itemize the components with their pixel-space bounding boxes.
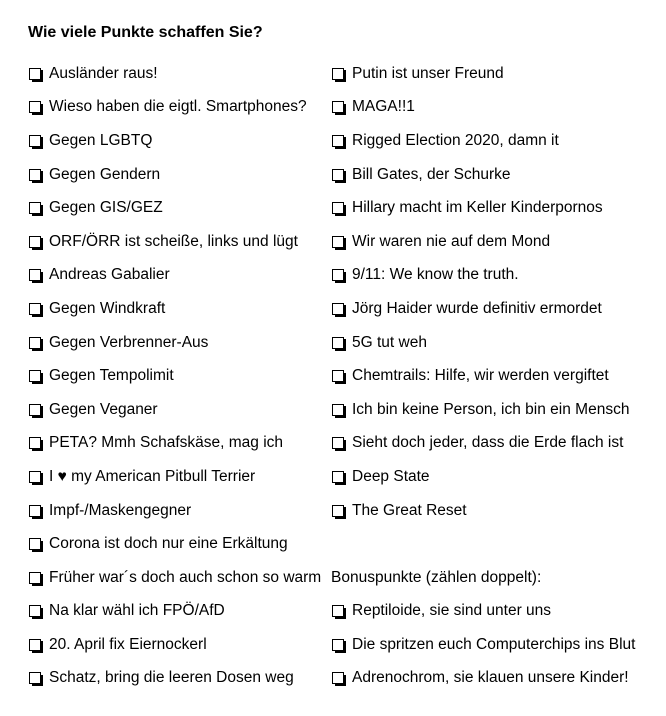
checkbox-icon[interactable] <box>29 135 41 147</box>
checklist-item-label: MAGA!!1 <box>352 98 415 116</box>
checklist-item-label: Schatz, bring die leeren Dosen weg <box>49 669 294 687</box>
checklist-item[interactable] <box>28 628 328 662</box>
checklist-item[interactable] <box>28 191 328 225</box>
checklist-item-label: 5G tut weh <box>352 333 427 351</box>
checkbox-icon[interactable] <box>332 101 344 113</box>
checklist-item[interactable] <box>28 494 328 528</box>
checklist-item-label: Adrenochrom, sie klauen unsere Kinder! <box>352 669 629 687</box>
checkbox-icon[interactable] <box>332 135 344 147</box>
checklist-item-label: Deep State <box>352 467 430 485</box>
checkbox-icon[interactable] <box>332 672 344 684</box>
checklist-item-label: Andreas Gabalier <box>49 266 170 284</box>
right-column <box>331 57 661 695</box>
checkbox-icon[interactable] <box>29 169 41 181</box>
checkbox-icon[interactable] <box>332 505 344 517</box>
checklist-item-label: Wieso haben die eigtl. Smartphones? <box>49 98 307 116</box>
checklist-item-label: Chemtrails: Hilfe, wir werden vergiftet <box>352 367 609 385</box>
checklist-item-label: Rigged Election 2020, damn it <box>352 131 559 149</box>
checklist-item-label: 9/11: We know the truth. <box>352 266 519 284</box>
checklist-item[interactable] <box>28 124 328 158</box>
checklist-item[interactable] <box>331 427 661 461</box>
checklist-item[interactable] <box>331 259 661 293</box>
checkbox-icon[interactable] <box>332 269 344 281</box>
checklist-item-label: Ich bin keine Person, ich bin ein Mensch <box>352 400 630 418</box>
checklist-item-label: Wir waren nie auf dem Mond <box>352 232 551 250</box>
checklist-item-label: PETA? Mmh Schafskäse, mag ich <box>49 434 284 452</box>
checklist-item-label: Bill Gates, der Schurke <box>352 165 511 183</box>
checklist-item[interactable] <box>331 494 661 528</box>
checklist-item[interactable] <box>331 460 661 494</box>
checkbox-icon[interactable] <box>332 370 344 382</box>
checklist-item[interactable] <box>28 527 328 561</box>
checklist-item-label: Corona ist doch nur eine Erkältung <box>49 535 288 553</box>
checkbox-icon[interactable] <box>332 236 344 248</box>
checkbox-icon[interactable] <box>29 572 41 584</box>
checklist-item[interactable] <box>331 91 661 125</box>
checkbox-icon[interactable] <box>332 202 344 214</box>
checkbox-icon[interactable] <box>29 236 41 248</box>
checkbox-icon[interactable] <box>332 437 344 449</box>
checklist-item[interactable] <box>331 292 661 326</box>
checkbox-icon[interactable] <box>29 404 41 416</box>
spacer-row <box>331 527 661 561</box>
checkbox-icon[interactable] <box>332 68 344 80</box>
checkbox-icon[interactable] <box>29 68 41 80</box>
checklist-item[interactable] <box>331 124 661 158</box>
checklist-item[interactable] <box>331 158 661 192</box>
checklist-item[interactable] <box>28 393 328 427</box>
checklist-item[interactable] <box>28 460 328 494</box>
checklist-item[interactable] <box>28 57 328 91</box>
checkbox-icon[interactable] <box>332 605 344 617</box>
checkbox-icon[interactable] <box>332 639 344 651</box>
checkbox-icon[interactable] <box>332 337 344 349</box>
checklist-item-label: Ausländer raus! <box>49 64 158 82</box>
checklist-item-label: ORF/ÖRR ist scheiße, links und lügt <box>49 232 298 250</box>
checkbox-icon[interactable] <box>29 672 41 684</box>
checklist-item-label: Gegen LGBTQ <box>49 131 153 149</box>
checklist-item[interactable] <box>28 662 328 696</box>
checkbox-icon[interactable] <box>29 269 41 281</box>
checklist-item[interactable] <box>331 225 661 259</box>
checklist-item-label: Jörg Haider wurde definitiv ermordet <box>352 299 602 317</box>
checkbox-icon[interactable] <box>29 605 41 617</box>
checklist-item[interactable] <box>28 158 328 192</box>
checklist-item[interactable] <box>28 326 328 360</box>
checklist-item[interactable] <box>28 427 328 461</box>
checklist-item[interactable] <box>28 359 328 393</box>
checklist-item-label: Früher war´s doch auch schon so warm <box>49 568 322 586</box>
checkbox-icon[interactable] <box>332 404 344 416</box>
checklist-item[interactable] <box>28 91 328 125</box>
checkbox-icon[interactable] <box>29 538 41 550</box>
checkbox-icon[interactable] <box>29 337 41 349</box>
checklist-item-label: Gegen Verbrenner-Aus <box>49 333 209 351</box>
checklist-item-label: I ♥ my American Pitbull Terrier <box>49 467 256 485</box>
checklist-item[interactable] <box>331 359 661 393</box>
checkbox-icon[interactable] <box>29 639 41 651</box>
checklist-item[interactable] <box>331 393 661 427</box>
checklist-item[interactable] <box>331 326 661 360</box>
checkbox-icon[interactable] <box>29 505 41 517</box>
checklist-item[interactable] <box>28 292 328 326</box>
checklist-item[interactable] <box>28 561 328 595</box>
checklist-item-label: Na klar wähl ich FPÖ/AfD <box>49 602 225 620</box>
checklist-item-label: Gegen Gendern <box>49 165 161 183</box>
checklist-item-label: Gegen GIS/GEZ <box>49 199 163 217</box>
bonus-checklist-item[interactable] <box>331 662 661 696</box>
bonus-header <box>331 561 661 595</box>
checkbox-icon[interactable] <box>332 303 344 315</box>
checklist-item-label: Gegen Windkraft <box>49 299 166 317</box>
bonus-header-label: Bonuspunkte (zählen doppelt): <box>331 568 542 586</box>
page-title: Wie viele Punkte schaffen Sie? <box>28 24 263 41</box>
checklist-item-label: The Great Reset <box>352 501 467 519</box>
checklist-item-label: Sieht doch jeder, dass die Erde flach ist <box>352 434 624 452</box>
checklist-item-label: Impf-/Maskengegner <box>49 501 192 519</box>
checklist-item-label: Gegen Veganer <box>49 400 158 418</box>
checkbox-icon[interactable] <box>29 101 41 113</box>
checkbox-icon[interactable] <box>29 471 41 483</box>
checklist-item-label: Gegen Tempolimit <box>49 367 174 385</box>
left-column <box>28 57 328 695</box>
checkbox-icon[interactable] <box>29 202 41 214</box>
checklist-item[interactable] <box>28 225 328 259</box>
checklist-item-label: Hillary macht im Keller Kinderpornos <box>352 199 603 217</box>
checklist-item[interactable] <box>331 57 661 91</box>
checkbox-icon[interactable] <box>332 169 344 181</box>
checklist-item-label: Putin ist unser Freund <box>352 64 504 82</box>
bonus-checklist-item[interactable] <box>331 628 661 662</box>
checkbox-icon[interactable] <box>29 437 41 449</box>
bonus-checklist-item[interactable] <box>331 595 661 629</box>
checklist-item[interactable] <box>28 595 328 629</box>
checkbox-icon[interactable] <box>29 303 41 315</box>
checklist-item[interactable] <box>28 259 328 293</box>
checklist-item-label: Reptiloide, sie sind unter uns <box>352 602 552 620</box>
checkbox-icon[interactable] <box>332 471 344 483</box>
checklist-item-label: Die spritzen euch Computerchips ins Blut <box>352 635 636 653</box>
checklist-item[interactable] <box>331 191 661 225</box>
checklist-item-label: 20. April fix Eiernockerl <box>49 635 207 653</box>
checkbox-icon[interactable] <box>29 370 41 382</box>
